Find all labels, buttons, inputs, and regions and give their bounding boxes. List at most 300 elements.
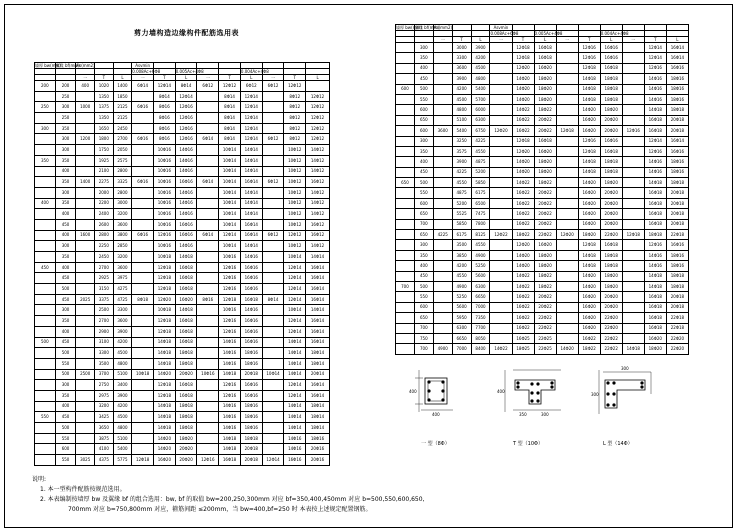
table-cell: 10Φ12: [284, 187, 306, 198]
table-cell: 18Φ16: [240, 358, 262, 369]
table-cell: [35, 433, 56, 444]
table-cell: [490, 167, 512, 177]
table-cell: 18Φ22: [534, 281, 556, 291]
table-cell: [35, 166, 56, 177]
table-cell: 16Φ20: [578, 198, 600, 208]
table-cell: 16Φ18: [644, 219, 666, 229]
table-cell: [197, 412, 219, 423]
table-cell: 650: [414, 209, 433, 219]
table-cell: 16Φ12: [306, 230, 330, 241]
table-cell: [433, 271, 452, 281]
table-row: [35, 113, 330, 124]
table-cell: 20Φ20: [600, 219, 622, 229]
table-cell: [396, 94, 415, 104]
table-cell: 16Φ14: [306, 316, 330, 327]
table-cell: [262, 337, 284, 348]
table-cell: 2800: [113, 166, 132, 177]
table-cell: 10Φ14: [284, 305, 306, 316]
table-cell: 500: [55, 348, 76, 359]
table-cell: 14Φ14: [240, 241, 262, 252]
table-row: [35, 433, 330, 444]
table-cell: [433, 178, 452, 188]
table-cell: 14Φ18: [578, 94, 600, 104]
table-cell: 12Φ16: [175, 123, 197, 134]
table-cell: 500: [35, 337, 56, 348]
table-cell: 10Φ12: [284, 219, 306, 230]
table-cell: 20Φ22: [534, 115, 556, 125]
table-cell: 4800: [113, 423, 132, 434]
table-cell: 16Φ14: [666, 53, 688, 63]
table-cell: 12Φ16: [219, 380, 241, 391]
table-cell: 14Φ18: [578, 261, 600, 271]
table-cell: 14Φ20: [578, 281, 600, 291]
table-cell: 14Φ16: [175, 155, 197, 166]
table-cell: 3900: [452, 157, 471, 167]
table-cell: 12Φ16: [644, 63, 666, 73]
rect-dim-h: 400: [409, 389, 417, 394]
table-cell: 12Φ16: [219, 316, 241, 327]
table-cell: [262, 219, 284, 230]
table-cell: [433, 261, 452, 271]
table-cell: [396, 333, 415, 343]
table-cell: 18Φ18: [666, 105, 688, 115]
table-cell: [433, 146, 452, 156]
table-cell: 4500: [113, 348, 132, 359]
table-cell: 5250: [452, 292, 471, 302]
table-cell: 12Φ18: [153, 273, 175, 284]
table-cell: 4500: [452, 94, 471, 104]
table-cell: 12Φ14: [240, 102, 262, 113]
table-cell: 2400: [95, 209, 114, 220]
table-cell: 8Φ14: [219, 123, 241, 134]
header-cell: 一: [132, 75, 154, 81]
table-cell: 10Φ18: [153, 252, 175, 263]
table-row: [396, 146, 689, 156]
table-cell: [433, 84, 452, 94]
table-cell: [556, 323, 578, 333]
header-cell: L: [175, 75, 197, 81]
table-cell: [556, 240, 578, 250]
table-cell: [396, 219, 415, 229]
table-cell: 5850: [471, 178, 490, 188]
table-row: [35, 358, 330, 369]
table-cell: [132, 326, 154, 337]
table-cell: 600: [414, 126, 433, 136]
table-cell: 14Φ20: [556, 344, 578, 354]
table-cell: 10Φ16: [153, 209, 175, 220]
table-cell: 16Φ18: [175, 316, 197, 327]
table-cell: 7000: [471, 302, 490, 312]
table-cell: 18Φ16: [240, 401, 262, 412]
table-cell: [306, 81, 330, 92]
table-cell: [396, 74, 415, 84]
table-cell: [35, 401, 56, 412]
table-cell: [433, 250, 452, 260]
table-header: [396, 25, 689, 43]
table-cell: 4200: [113, 401, 132, 412]
table-cell: 10Φ16: [153, 241, 175, 252]
table-cell: [197, 423, 219, 434]
table-cell: 4200: [452, 261, 471, 271]
table-cell: 18Φ22: [512, 230, 534, 240]
table-cell: [556, 198, 578, 208]
table-cell: 12Φ14: [153, 81, 175, 92]
table-cell: 6Φ16: [132, 134, 154, 145]
table-cell: 650: [414, 313, 433, 323]
table-cell: [490, 302, 512, 312]
table-cell: 20Φ22: [534, 219, 556, 229]
table-row: [35, 91, 330, 102]
table-cell: [433, 198, 452, 208]
table-cell: 3900: [113, 390, 132, 401]
table-cell: 16Φ20: [534, 63, 556, 73]
table-cell: 18Φ18: [240, 433, 262, 444]
table-cell: 18Φ16: [666, 250, 688, 260]
table-cell: [556, 313, 578, 323]
header-cell: 一: [76, 75, 95, 81]
table-cell: 14Φ16: [644, 167, 666, 177]
table-cell: 12Φ22: [490, 230, 512, 240]
table-cell: 4550: [471, 240, 490, 250]
table-cell: 3500: [95, 358, 114, 369]
table-cell: 8Φ12: [284, 113, 306, 124]
table-row: [396, 63, 689, 73]
table-cell: [622, 146, 644, 156]
table-cell: 16Φ22: [512, 313, 534, 323]
left-reinforcement-table: [34, 62, 330, 466]
table-cell: 18Φ16: [666, 74, 688, 84]
table-row: [35, 455, 330, 466]
table-cell: 10Φ16: [219, 252, 241, 263]
table-cell: [76, 123, 95, 134]
table-row: [396, 53, 689, 63]
table-row: [396, 167, 689, 177]
table-row: [35, 198, 330, 209]
table-cell: 10Φ14: [219, 166, 241, 177]
table-cell: [622, 53, 644, 63]
table-cell: 1600: [76, 230, 95, 241]
table-cell: 18Φ18: [644, 230, 666, 240]
table-cell: [76, 423, 95, 434]
table-cell: 20Φ22: [534, 292, 556, 302]
table-cell: 20Φ16: [306, 444, 330, 455]
table-cell: 20Φ18: [666, 209, 688, 219]
header-cell: 一: [262, 75, 284, 81]
table-cell: [433, 240, 452, 250]
table-row: [396, 198, 689, 208]
table-cell: 18Φ18: [600, 94, 622, 104]
table-cell: [132, 187, 154, 198]
table-cell: 6300: [452, 323, 471, 333]
table-cell: [76, 337, 95, 348]
table-cell: 400: [414, 261, 433, 271]
table-cell: [132, 166, 154, 177]
table-row: [396, 271, 689, 281]
table-cell: [35, 219, 56, 230]
table-cell: 10Φ16: [197, 369, 219, 380]
table-cell: [490, 271, 512, 281]
table-cell: 18Φ16: [666, 167, 688, 177]
table-cell: 14Φ18: [622, 344, 644, 354]
table-cell: 4800: [113, 358, 132, 369]
table-cell: [262, 252, 284, 263]
table-cell: 2925: [95, 273, 114, 284]
table-cell: 22Φ20: [666, 344, 688, 354]
table-cell: [35, 305, 56, 316]
table-cell: [556, 53, 578, 63]
tee-dim-b: 300: [541, 412, 549, 417]
table-cell: 450: [414, 167, 433, 177]
table-cell: [622, 43, 644, 53]
table-cell: 16Φ22: [512, 219, 534, 229]
header-cell: T: [153, 75, 175, 81]
table-cell: [76, 348, 95, 359]
table-cell: 18Φ20: [534, 84, 556, 94]
table-cell: [622, 157, 644, 167]
table-cell: 14Φ16: [219, 412, 241, 423]
table-cell: 18Φ18: [600, 167, 622, 177]
table-cell: 18Φ20: [644, 344, 666, 354]
table-cell: 12Φ20: [556, 230, 578, 240]
table-cell: 6Φ14: [197, 134, 219, 145]
table-cell: [490, 105, 512, 115]
table-cell: [76, 326, 95, 337]
table-cell: 14Φ16: [644, 157, 666, 167]
table-row: [396, 250, 689, 260]
table-cell: 18Φ14: [306, 412, 330, 423]
table-cell: [556, 43, 578, 53]
table-cell: [262, 262, 284, 273]
table-cell: 1020: [95, 81, 114, 92]
table-cell: 450: [55, 219, 76, 230]
table-cell: 16Φ18: [534, 136, 556, 146]
header-cell: L: [113, 75, 132, 81]
table-cell: 14Φ22: [512, 178, 534, 188]
table-cell: [490, 198, 512, 208]
table-cell: 18Φ20: [600, 178, 622, 188]
table-body: [35, 81, 330, 466]
table-cell: [35, 252, 56, 263]
table-cell: 18Φ16: [666, 94, 688, 104]
table-cell: [622, 136, 644, 146]
table-cell: [622, 250, 644, 260]
table-cell: [622, 313, 644, 323]
table-cell: [132, 252, 154, 263]
table-cell: 5400: [113, 444, 132, 455]
table-cell: 18Φ16: [240, 348, 262, 359]
table-row: [396, 115, 689, 125]
table-cell: 700: [396, 281, 415, 291]
table-cell: 12Φ16: [175, 134, 197, 145]
table-row: [396, 209, 689, 219]
table-cell: 500: [414, 281, 433, 291]
table-cell: 16Φ16: [240, 262, 262, 273]
table-cell: 16Φ16: [666, 146, 688, 156]
table-cell: [76, 198, 95, 209]
table-cell: [262, 326, 284, 337]
table-cell: [262, 113, 284, 124]
table-cell: [197, 316, 219, 327]
table-cell: 4900: [433, 344, 452, 354]
table-cell: 500: [55, 369, 76, 380]
table-cell: [396, 209, 415, 219]
table-cell: [132, 155, 154, 166]
table-cell: 14Φ16: [175, 187, 197, 198]
table-cell: [132, 113, 154, 124]
table-cell: [556, 271, 578, 281]
header-cell: 一: [433, 37, 452, 43]
table-cell: [622, 281, 644, 291]
table-cell: 350: [55, 198, 76, 209]
table-cell: 18Φ16: [240, 423, 262, 434]
table-cell: [490, 281, 512, 291]
table-cell: 12Φ14: [284, 380, 306, 391]
table-cell: 2050: [113, 145, 132, 156]
table-cell: 16Φ20: [578, 219, 600, 229]
table-cell: 650: [414, 230, 433, 240]
table-cell: 16Φ18: [175, 262, 197, 273]
table-row: [396, 230, 689, 240]
table-row: [35, 102, 330, 113]
table-cell: 16Φ20: [578, 313, 600, 323]
table-cell: 10Φ14: [219, 209, 241, 220]
table-cell: [490, 333, 512, 343]
table-cell: 2000: [95, 187, 114, 198]
table-cell: 3000: [452, 43, 471, 53]
table-cell: 14Φ16: [644, 261, 666, 271]
header-cell: 0.008Ac+6Φ8: [490, 30, 519, 36]
table-cell: 14Φ14: [306, 305, 330, 316]
table-cell: 3250: [452, 136, 471, 146]
table-cell: 6300: [471, 115, 490, 125]
table-cell: 22Φ20: [666, 333, 688, 343]
table-cell: [396, 53, 415, 63]
table-cell: [622, 240, 644, 250]
table-cell: 10Φ16: [153, 177, 175, 188]
table-row: [35, 444, 330, 455]
table-cell: 2125: [113, 113, 132, 124]
tee-caption: T 型（10Φ）: [513, 441, 543, 447]
table-cell: 12Φ14: [219, 230, 241, 241]
table-cell: 18Φ20: [175, 433, 197, 444]
table-cell: [490, 74, 512, 84]
table-cell: 18Φ16: [240, 412, 262, 423]
table-cell: 12Φ18: [512, 53, 534, 63]
table-cell: 7000: [452, 344, 471, 354]
ell-dim-h: 300: [591, 392, 599, 397]
table-cell: 12Φ18: [153, 326, 175, 337]
table-cell: 3000: [113, 198, 132, 209]
table-cell: [396, 261, 415, 271]
table-cell: 16Φ16: [600, 53, 622, 63]
table-cell: 16Φ22: [512, 126, 534, 136]
header-cell: L: [600, 37, 622, 43]
rect-caption: 一 型（8Φ）: [421, 441, 450, 447]
table-cell: 16Φ18: [175, 380, 197, 391]
table-cell: 16Φ20: [578, 115, 600, 125]
table-cell: 14Φ20: [512, 261, 534, 271]
table-cell: [556, 146, 578, 156]
table-cell: 18Φ18: [175, 348, 197, 359]
table-cell: 8Φ12: [284, 123, 306, 134]
table-cell: 2850: [113, 241, 132, 252]
table-cell: 500: [414, 84, 433, 94]
table-cell: 8Φ16: [197, 294, 219, 305]
table-cell: 8Φ16: [153, 134, 175, 145]
table-cell: 5100: [113, 433, 132, 444]
table-cell: 14Φ20: [512, 250, 534, 260]
table-cell: 2700: [113, 134, 132, 145]
table-cell: 14Φ16: [284, 433, 306, 444]
table-cell: [35, 113, 56, 124]
table-cell: [490, 240, 512, 250]
table-cell: [433, 43, 452, 53]
table-cell: 16Φ20: [153, 455, 175, 466]
table-cell: [35, 134, 56, 145]
table-cell: [490, 63, 512, 73]
table-cell: [35, 241, 56, 252]
table-cell: 600: [414, 198, 433, 208]
table-cell: 8125: [471, 230, 490, 240]
table-cell: 20Φ22: [534, 302, 556, 312]
table-cell: [35, 284, 56, 295]
header-cell: 翼缘 bf(mm): [55, 62, 80, 68]
table-row: [35, 166, 330, 177]
table-cell: 16Φ18: [534, 43, 556, 53]
table-cell: [556, 105, 578, 115]
table-row: [396, 302, 689, 312]
table-cell: [396, 292, 415, 302]
table-cell: [556, 167, 578, 177]
table-cell: [490, 313, 512, 323]
header-cell: T: [512, 37, 534, 43]
table-cell: 4225: [471, 136, 490, 146]
table-cell: [622, 188, 644, 198]
table-cell: 10Φ14: [219, 177, 241, 188]
table-cell: [262, 433, 284, 444]
table-cell: [197, 433, 219, 444]
table-cell: [35, 230, 56, 241]
table-cell: [197, 166, 219, 177]
table-cell: 350: [55, 177, 76, 188]
table-cell: 14Φ16: [219, 423, 241, 434]
header-cell: 0.005Ac+4Φ8: [175, 68, 204, 74]
table-cell: 4550: [452, 271, 471, 281]
table-cell: [35, 423, 56, 434]
table-cell: 14Φ16: [175, 166, 197, 177]
table-cell: [76, 284, 95, 295]
table-cell: 20Φ22: [534, 198, 556, 208]
table-cell: 200: [35, 81, 56, 92]
table-cell: 12Φ16: [219, 390, 241, 401]
table-cell: 1200: [76, 134, 95, 145]
table-cell: [622, 261, 644, 271]
table-cell: 12Φ18: [219, 294, 241, 305]
table-cell: 400: [55, 401, 76, 412]
table-cell: 18Φ20: [600, 271, 622, 281]
table-cell: [490, 188, 512, 198]
table-cell: 16Φ20: [578, 302, 600, 312]
table-cell: [262, 123, 284, 134]
table-cell: [35, 369, 56, 380]
table-cell: 8400: [471, 344, 490, 354]
table-cell: 4550: [471, 146, 490, 156]
table-cell: 14Φ18: [153, 348, 175, 359]
table-cell: [396, 167, 415, 177]
table-cell: 12Φ14: [644, 136, 666, 146]
table-cell: 22Φ22: [534, 323, 556, 333]
table-cell: [262, 284, 284, 295]
